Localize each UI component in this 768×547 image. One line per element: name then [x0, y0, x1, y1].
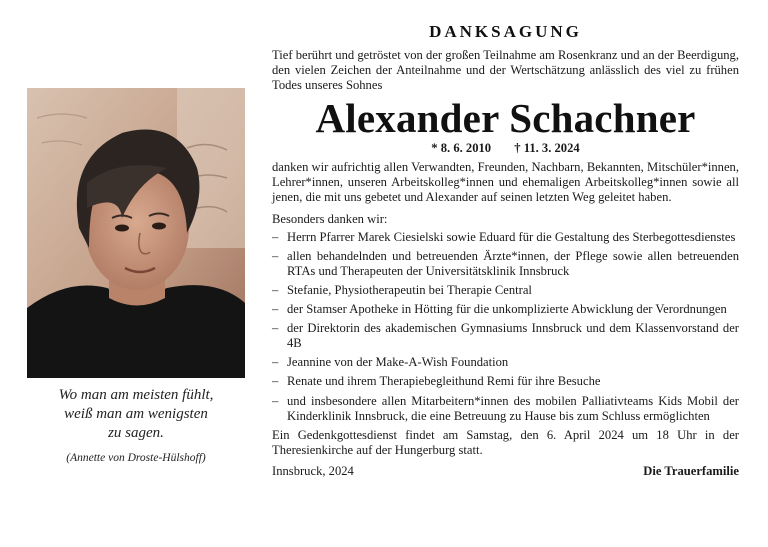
notice-heading: DANKSAGUNG [429, 22, 582, 41]
special-thanks-intro: Besonders danken wir: [272, 211, 388, 226]
notice-footer [272, 464, 739, 479]
quote-source: (Annette von Droste-Hülshoff) [66, 452, 206, 464]
list-item: – Herrn Pfarrer Marek Ciesielski sowie Eduard für die Gestaltung des Sterbegottesdienstes [272, 230, 739, 245]
death-date: † 11. 3. 2024 [514, 141, 580, 156]
quote-line-1: Wo man am meisten fühlt, [58, 387, 214, 403]
list-item: – Renate und ihrem Therapiebegleithund Remi für ihre Besuche [272, 374, 739, 389]
list-item: – der Stamser Apotheke in Hötting für die unkomplizierte Abwicklung der Verordnungen [272, 302, 739, 317]
quote-block [20, 386, 252, 465]
list-item: – der Direktorin des akademischen Gymnasiums Innsbruck und dem Klassenvorstand der 4B [272, 321, 739, 351]
list-item: – allen behandelnden und betreuenden Ärzte*innen, der Pflege sowie allen betreuenden RTAs und Therapeuten der Universitätsklinik Innsbruck [272, 249, 739, 279]
portrait-image [27, 88, 245, 378]
text-column [272, 22, 739, 479]
deceased-name: Alexander Schachner [315, 95, 696, 142]
quote-line-3: zu sagen. [108, 425, 164, 441]
special-thanks-list [272, 230, 739, 424]
list-item: – Stefanie, Physiotherapeutin bei Therapie Central [272, 283, 739, 298]
memorial-service-text: Ein Gedenkgottesdienst findet am Samstag, den 6. April 2024 um 18 Uhr in der Theresienkirche auf der Hungerburg statt. [272, 427, 739, 457]
list-item: – Jeannine von der Make-A-Wish Foundation [272, 355, 739, 370]
list-item: – und insbesondere allen Mitarbeitern*innen des mobilen Palliativteams Kids Mobil der Kinderklinik Innsbruck, die eine Betreuung zu Hause bis zum Schluss ermöglichten [272, 394, 739, 424]
signature: Die Trauerfamilie [643, 463, 739, 478]
place-date: Innsbruck, 2024 [272, 463, 354, 478]
life-dates [272, 141, 739, 156]
intro-text: Tief berührt und getröstet von der großen Teilnahme am Rosenkranz und an der Beerdigung, den vielen Zeichen der Anteilnahme und der Wertschätzung anlässlich des viel zu frühen Todes unseres Sohnes [272, 48, 739, 93]
portrait-photo [27, 88, 245, 378]
general-thanks: danken wir aufrichtig allen Verwandten, Freunden, Nachbarn, Bekannten, Mitschüler*innen, Lehrer*innen, unseren Arbeitskolleg*innen und ehemaligen Arbeitskolleg*innen sowie all jenen, die mit uns gebetet und Alexander auf seinen letzten Weg geleitet haben. [272, 160, 739, 205]
birth-date: * 8. 6. 2010 [431, 141, 492, 156]
quote-line-2: weiß man am wenigsten [64, 406, 208, 422]
